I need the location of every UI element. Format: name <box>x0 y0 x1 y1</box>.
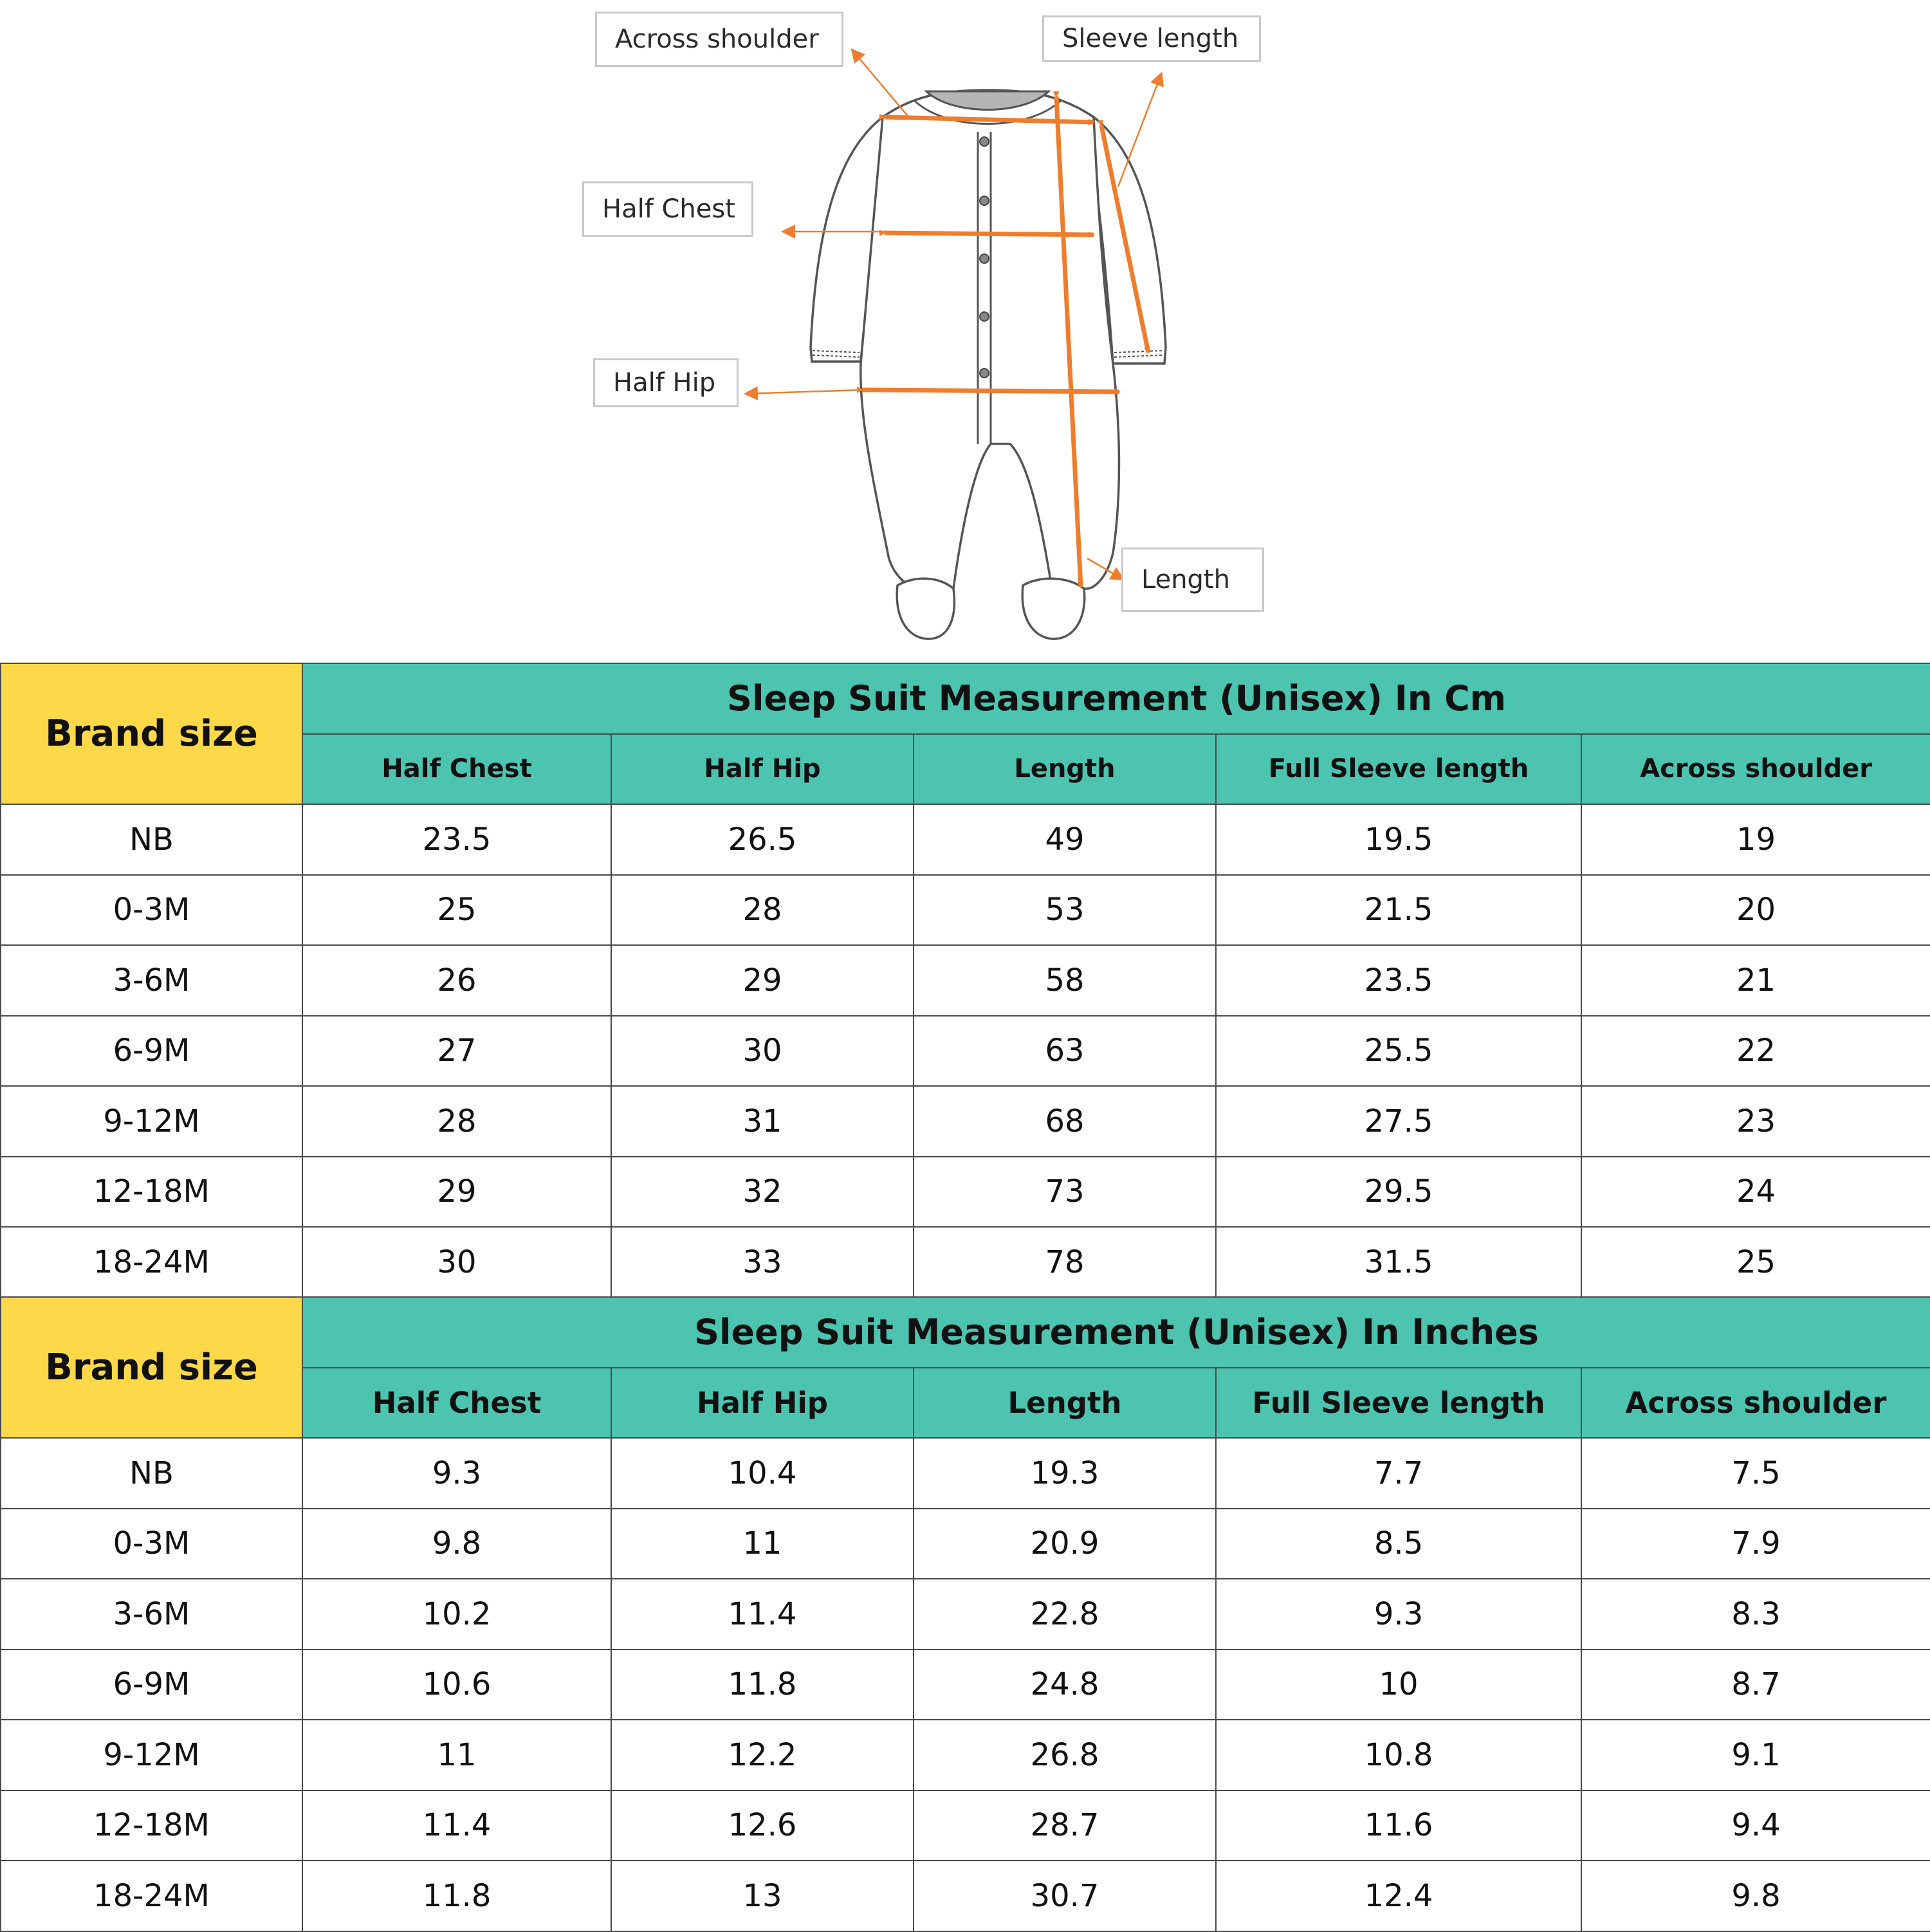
size-cell: 0-3M <box>1 1509 302 1579</box>
table-row <box>1 1227 1930 1298</box>
value-cell: 9.1 <box>1581 1720 1930 1790</box>
value-cell: 9.8 <box>302 1509 611 1579</box>
column-header: Full Sleeve length <box>1216 1368 1581 1439</box>
brand-size-header: Brand size <box>1 1297 302 1438</box>
value-cell: 31.5 <box>1216 1227 1581 1298</box>
value-cell: 7.9 <box>1581 1509 1930 1579</box>
size-cell: NB <box>1 804 302 875</box>
value-cell: 28 <box>302 1086 611 1157</box>
value-cell: 21 <box>1581 945 1930 1016</box>
value-cell: 10.2 <box>302 1579 611 1650</box>
size-table-inches <box>0 1296 1930 1932</box>
value-cell: 32 <box>611 1157 914 1228</box>
value-cell: 27.5 <box>1216 1086 1581 1157</box>
value-cell: 26.8 <box>914 1720 1216 1790</box>
value-cell: 73 <box>914 1157 1216 1228</box>
value-cell: 22 <box>1581 1016 1930 1087</box>
table-row <box>1 1650 1930 1720</box>
column-header: Across shoulder <box>1581 734 1930 805</box>
value-cell: 20 <box>1581 875 1930 946</box>
value-cell: 9.4 <box>1581 1790 1930 1861</box>
value-cell: 19.3 <box>914 1438 1216 1509</box>
size-cell: 12-18M <box>1 1790 302 1861</box>
value-cell: 8.7 <box>1581 1650 1930 1720</box>
value-cell: 19 <box>1581 804 1930 875</box>
table-row <box>1 1086 1930 1157</box>
table-row <box>1 1016 1930 1087</box>
table-row <box>1 1509 1930 1579</box>
value-cell: 11.8 <box>611 1650 914 1720</box>
size-cell: 0-3M <box>1 875 302 946</box>
value-cell: 11 <box>611 1509 914 1579</box>
table-title: Sleep Suit Measurement (Unisex) In Inches <box>302 1297 1930 1368</box>
table-title-row <box>1 1297 1930 1368</box>
column-header: Across shoulder <box>1581 1368 1930 1439</box>
size-cell: 6-9M <box>1 1016 302 1087</box>
column-header: Length <box>914 734 1216 805</box>
value-cell: 10.8 <box>1216 1720 1581 1790</box>
callout-length: Length <box>1121 547 1264 612</box>
size-cell: 18-24M <box>1 1861 302 1931</box>
size-cell: 6-9M <box>1 1650 302 1720</box>
column-header: Half Hip <box>611 1368 914 1439</box>
value-cell: 29.5 <box>1216 1157 1581 1228</box>
value-cell: 58 <box>914 945 1216 1016</box>
table-row <box>1 1790 1930 1861</box>
value-cell: 25 <box>302 875 611 946</box>
value-cell: 11.6 <box>1216 1790 1581 1861</box>
size-cell: 9-12M <box>1 1720 302 1790</box>
table-row <box>1 1438 1930 1509</box>
callout-half-hip: Half Hip <box>593 358 739 407</box>
column-header: Half Hip <box>611 734 914 805</box>
value-cell: 78 <box>914 1227 1216 1298</box>
table-row <box>1 1861 1930 1931</box>
value-cell: 10 <box>1216 1650 1581 1720</box>
value-cell: 7.7 <box>1216 1438 1581 1509</box>
value-cell: 28.7 <box>914 1790 1216 1861</box>
size-cell: 3-6M <box>1 945 302 1016</box>
callout-half-chest: Half Chest <box>582 181 753 237</box>
table-row <box>1 804 1930 875</box>
table-title: Sleep Suit Measurement (Unisex) In Cm <box>302 663 1930 734</box>
table-row <box>1 1157 1930 1228</box>
value-cell: 12.6 <box>611 1790 914 1861</box>
value-cell: 33 <box>611 1227 914 1298</box>
sleep-suit-icon <box>0 0 1930 663</box>
value-cell: 29 <box>302 1157 611 1228</box>
callout-across-shoulder: Across shoulder <box>595 12 843 67</box>
size-cell: 18-24M <box>1 1227 302 1298</box>
value-cell: 10.6 <box>302 1650 611 1720</box>
column-header: Half Chest <box>302 734 611 805</box>
value-cell: 8.5 <box>1216 1509 1581 1579</box>
value-cell: 19.5 <box>1216 804 1581 875</box>
table-row <box>1 875 1930 946</box>
column-header: Half Chest <box>302 1368 611 1439</box>
callout-sleeve-length: Sleeve length <box>1042 15 1261 62</box>
measurement-diagram <box>0 0 1930 663</box>
value-cell: 29 <box>611 945 914 1016</box>
table-row <box>1 1720 1930 1790</box>
value-cell: 24 <box>1581 1157 1930 1228</box>
value-cell: 30 <box>302 1227 611 1298</box>
value-cell: 23.5 <box>302 804 611 875</box>
value-cell: 13 <box>611 1861 914 1931</box>
value-cell: 9.3 <box>1216 1579 1581 1650</box>
value-cell: 9.3 <box>302 1438 611 1509</box>
table-row <box>1 945 1930 1016</box>
value-cell: 49 <box>914 804 1216 875</box>
value-cell: 12.2 <box>611 1720 914 1790</box>
value-cell: 8.3 <box>1581 1579 1930 1650</box>
value-cell: 25.5 <box>1216 1016 1581 1087</box>
value-cell: 22.8 <box>914 1579 1216 1650</box>
value-cell: 10.4 <box>611 1438 914 1509</box>
value-cell: 24.8 <box>914 1650 1216 1720</box>
value-cell: 27 <box>302 1016 611 1087</box>
value-cell: 31 <box>611 1086 914 1157</box>
value-cell: 28 <box>611 875 914 946</box>
size-table-cm <box>0 663 1930 1298</box>
value-cell: 63 <box>914 1016 1216 1087</box>
value-cell: 53 <box>914 875 1216 946</box>
value-cell: 21.5 <box>1216 875 1581 946</box>
value-cell: 11.4 <box>611 1579 914 1650</box>
table-title-row <box>1 663 1930 734</box>
value-cell: 11.8 <box>302 1861 611 1931</box>
brand-size-header: Brand size <box>1 663 302 804</box>
value-cell: 26 <box>302 945 611 1016</box>
size-cell: 3-6M <box>1 1579 302 1650</box>
column-header: Length <box>914 1368 1216 1439</box>
table-row <box>1 1579 1930 1650</box>
value-cell: 12.4 <box>1216 1861 1581 1931</box>
value-cell: 25 <box>1581 1227 1930 1298</box>
value-cell: 30.7 <box>914 1861 1216 1931</box>
size-cell: NB <box>1 1438 302 1509</box>
value-cell: 20.9 <box>914 1509 1216 1579</box>
size-cell: 9-12M <box>1 1086 302 1157</box>
value-cell: 7.5 <box>1581 1438 1930 1509</box>
value-cell: 26.5 <box>611 804 914 875</box>
value-cell: 23.5 <box>1216 945 1581 1016</box>
size-cell: 12-18M <box>1 1157 302 1228</box>
column-header: Full Sleeve length <box>1216 734 1581 805</box>
value-cell: 9.8 <box>1581 1861 1930 1931</box>
value-cell: 30 <box>611 1016 914 1087</box>
value-cell: 11 <box>302 1720 611 1790</box>
value-cell: 23 <box>1581 1086 1930 1157</box>
value-cell: 11.4 <box>302 1790 611 1861</box>
value-cell: 68 <box>914 1086 1216 1157</box>
